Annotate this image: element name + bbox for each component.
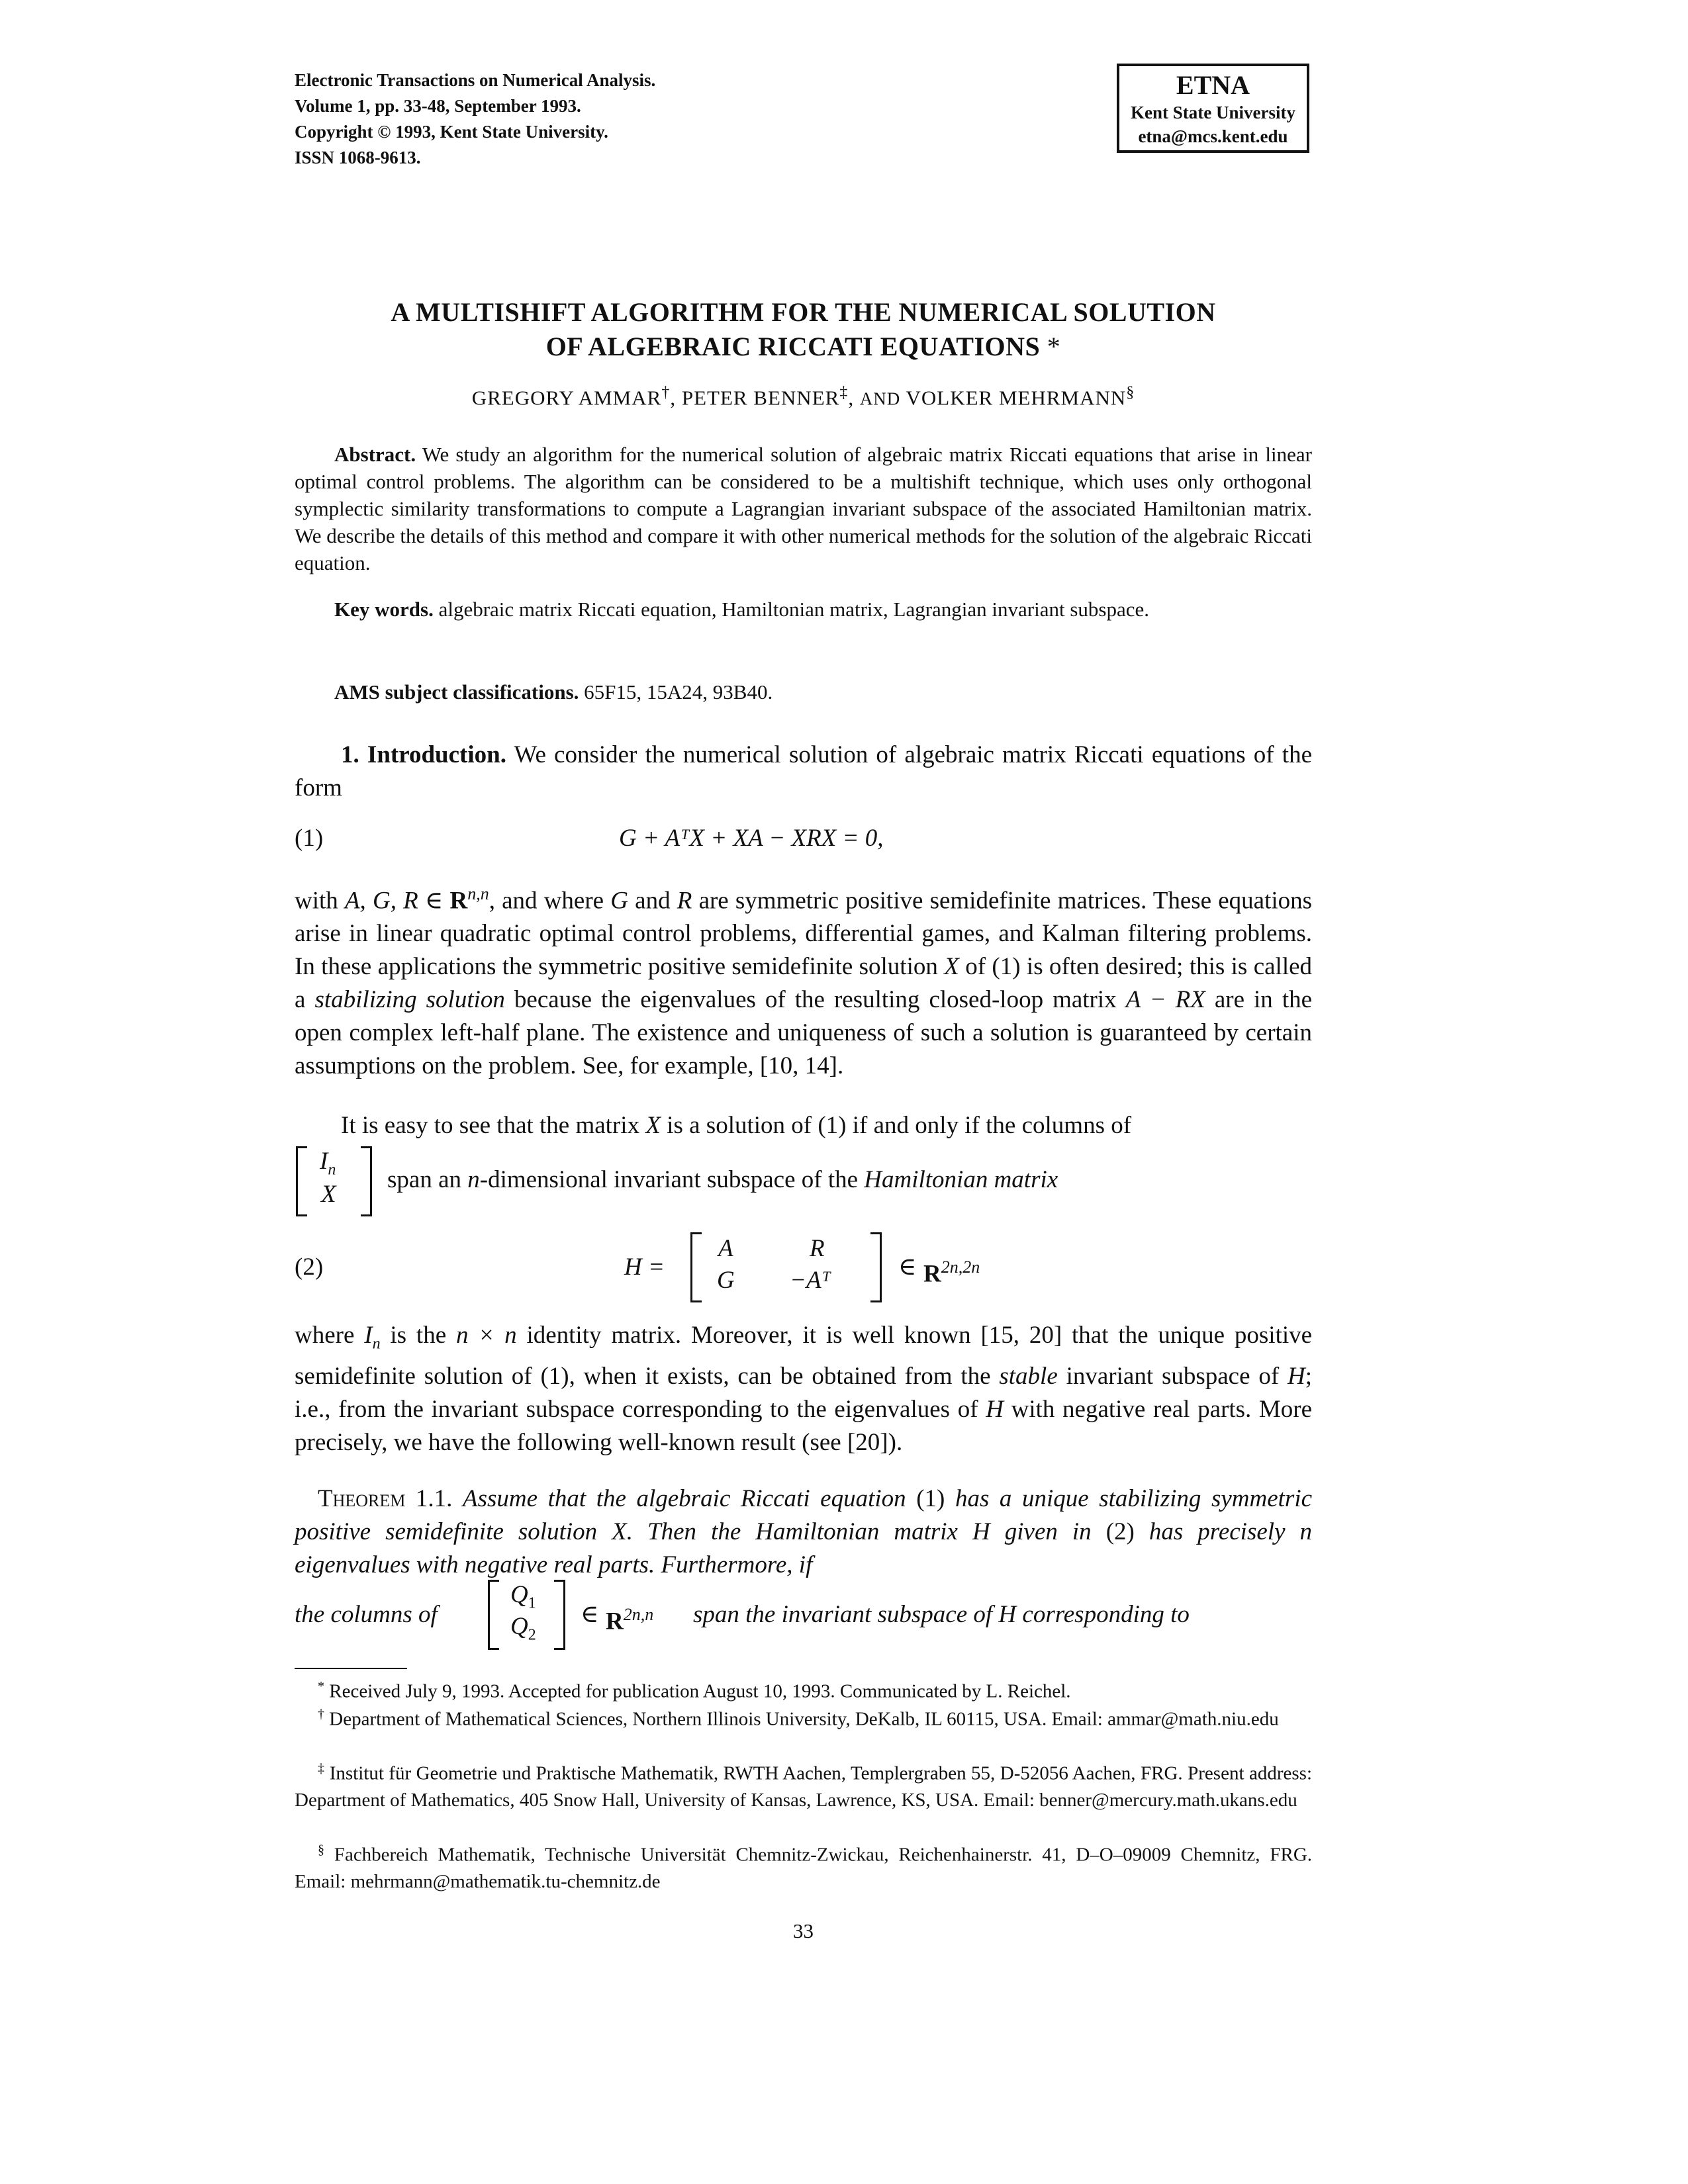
p2-math-arx: A − RX bbox=[1125, 986, 1205, 1014]
vector-top-i: I bbox=[320, 1148, 328, 1175]
p3-text-a: It is easy to see that the matrix bbox=[341, 1112, 640, 1139]
p2-math-x: X bbox=[944, 953, 959, 981]
footnote-1 bbox=[295, 1673, 1312, 1705]
footnote-3 bbox=[295, 1755, 1312, 1813]
keywords-label: Key words. bbox=[334, 598, 434, 621]
theorem-in: ∈ bbox=[581, 1601, 599, 1628]
p3-text-b: is a solution of (1) if and only if the columns of bbox=[667, 1112, 1132, 1139]
footnote-1-text: Received July 9, 1993. Accepted for publication August 10, 1993. Communicated by L. Reichel. bbox=[329, 1680, 1071, 1702]
p2-reals-sup: n,n bbox=[467, 884, 489, 903]
journal-name: Electronic Transactions on Numerical Analysis. bbox=[295, 70, 656, 90]
q1-letter: Q bbox=[510, 1581, 528, 1608]
journal-copyright: Copyright © 1993, Kent State University. bbox=[295, 122, 608, 142]
p4-text-b: is the bbox=[390, 1322, 447, 1349]
footnote-1-mark: * bbox=[318, 1679, 324, 1694]
eq2-r: R bbox=[810, 1235, 825, 1262]
p3-math-n: n bbox=[467, 1166, 480, 1193]
abstract bbox=[295, 441, 1312, 576]
p3-text-c: span an bbox=[387, 1166, 461, 1193]
p4-math-nxn: n × n bbox=[455, 1322, 517, 1349]
eq2-right-bracket bbox=[870, 1232, 882, 1302]
author-1: GREGORY AMMAR bbox=[471, 386, 662, 410]
theorem-1-1 bbox=[295, 1482, 1312, 1582]
ams-text: 65F15, 15A24, 93B40. bbox=[584, 680, 773, 704]
title-line-2-text: OF ALGEBRAIC RICCATI EQUATIONS bbox=[545, 332, 1041, 361]
intro-paragraph-4 bbox=[295, 1319, 1312, 1459]
p2-text-f: because the eigenvalues of the resulting closed-loop matrix bbox=[514, 986, 1117, 1014]
p4-text-a: where bbox=[295, 1322, 355, 1349]
footnote-2 bbox=[295, 1701, 1312, 1733]
p4-math-i-sub: n bbox=[372, 1335, 381, 1353]
footnote-4 bbox=[295, 1837, 1312, 1895]
q-vector bbox=[488, 1578, 570, 1649]
eq1-formula: G + AᵀX + XA − XRX = 0, bbox=[619, 825, 884, 852]
p2-text-e: of (1) is often desired; this is called a bbox=[295, 953, 1313, 1014]
p4-stable: stable bbox=[999, 1363, 1058, 1390]
eq2-reals-sup: 2n,2n bbox=[941, 1257, 980, 1277]
authors: GREGORY AMMAR†, PETER BENNER‡, AND VOLKER MEHRMANN§ bbox=[471, 384, 1135, 410]
vector-top-sub: n bbox=[328, 1161, 336, 1179]
p2-math-g: G bbox=[610, 887, 628, 915]
eq2-h: H = bbox=[624, 1253, 665, 1281]
eq2-left-bracket bbox=[690, 1232, 702, 1302]
abstract-text: We study an algorithm for the numerical solution of algebraic matrix Riccati equations that arise in linear optimal control problems. The algorithm can be considered to be a multishift technique, which uses only orthogonal symplectic similarity transformations to compute a Lagrangian invariant subspace of the associated Hamiltonian matrix. We describe the details of this method and compare it with other numerical methods for the solution of the algebraic Riccati equation. bbox=[295, 443, 1312, 574]
vector-bottom: X bbox=[321, 1181, 336, 1208]
footnote-4-mark: § bbox=[318, 1843, 324, 1857]
theorem-ref-1: (1) bbox=[916, 1485, 945, 1512]
abstract-label: Abstract. bbox=[334, 443, 416, 466]
eq2-reals-letter: R bbox=[923, 1260, 941, 1288]
theorem-text-1: Assume that the algebraic Riccati equation bbox=[463, 1485, 906, 1512]
intro-p1: We consider the numerical solution of algebraic matrix Riccati equations of the form bbox=[295, 741, 1312, 801]
etna-email: etna@mcs.kent.edu bbox=[1138, 126, 1288, 146]
q2-letter: Q bbox=[510, 1613, 528, 1640]
author-3-mark: § bbox=[1126, 384, 1135, 401]
etna-label: ETNA bbox=[1176, 70, 1250, 100]
theorem-text-2: has a unique stabilizing symmetric positive semidefinite solution X. Then the Hamiltonian matrix H given in bbox=[295, 1485, 1313, 1545]
journal-volume: Volume 1, pp. 33-48, September 1993. bbox=[295, 96, 581, 116]
eq2-reals bbox=[923, 1251, 980, 1291]
theorem-reals-letter: R bbox=[606, 1608, 624, 1635]
theorem-line-last bbox=[295, 1578, 1312, 1651]
keywords bbox=[295, 596, 1312, 623]
footnote-2-text: Department of Mathematical Sciences, Northern Illinois University, DeKalb, IL 60115, USA. Email: ammar@math.niu.edu bbox=[329, 1708, 1279, 1730]
p2-math-agr: A, G, R ∈ bbox=[344, 887, 444, 915]
p4-math-i: I bbox=[364, 1322, 373, 1349]
author-2: PETER BENNER bbox=[681, 386, 840, 410]
journal-header bbox=[295, 68, 655, 171]
left-bracket bbox=[296, 1146, 307, 1216]
equation-2 bbox=[295, 1231, 1312, 1304]
theorem-span-text: span the invariant subspace of H corresponding to bbox=[693, 1601, 1190, 1628]
p4-text-c: identity matrix. Moreover, it is well known [15, 20] that the unique positive semidefinite solution of (1), when it exists, can be obtained from the bbox=[295, 1322, 1313, 1390]
q-right-bracket bbox=[554, 1580, 565, 1650]
q2 bbox=[510, 1610, 536, 1651]
footnote-2-mark: † bbox=[318, 1707, 324, 1721]
author-3: VOLKER MEHRMANN bbox=[906, 386, 1127, 410]
eq2-a: A bbox=[718, 1235, 733, 1262]
theorem-cols-text: the columns of bbox=[295, 1601, 438, 1628]
eq2-number: (2) bbox=[295, 1253, 324, 1281]
theorem-label: Theorem 1.1. bbox=[318, 1485, 453, 1512]
p4-math-h2: H bbox=[986, 1396, 1004, 1424]
section-heading: 1. Introduction. bbox=[341, 741, 506, 768]
q1-sub: 1 bbox=[528, 1594, 536, 1612]
equation-1 bbox=[295, 822, 1312, 855]
author-and: AND bbox=[859, 388, 901, 409]
footnote-4-text: Fachbereich Mathematik, Technische Universität Chemnitz-Zwickau, Reichenhainerstr. 41, D–O–09009 Chemnitz, FRG. Email: mehrmann@mathematik.tu-chemnitz.de bbox=[295, 1844, 1313, 1892]
eq2-in: ∈ bbox=[898, 1253, 917, 1281]
p2-text-g: are in the open complex left-half plane. The existence and uniqueness of such a solution is guaranteed by certain assumptions on the problem. See, for example, [10, 14]. bbox=[295, 986, 1313, 1080]
eq2-g: G bbox=[717, 1267, 735, 1294]
p2-text-b: , and where bbox=[489, 887, 604, 915]
p4-text-d: invariant subspace of bbox=[1066, 1363, 1280, 1390]
q2-sub: 2 bbox=[528, 1626, 536, 1644]
vector-line bbox=[295, 1145, 1312, 1218]
p3-hamiltonian: Hamiltonian matrix bbox=[864, 1166, 1058, 1193]
p4-math-in bbox=[364, 1322, 381, 1353]
title-line-1: A MULTISHIFT ALGORITHM FOR THE NUMERICAL SOLUTION bbox=[391, 297, 1216, 327]
p2-reals: R bbox=[449, 887, 468, 915]
footnote-3-mark: ‡ bbox=[318, 1761, 325, 1776]
footnote-rule bbox=[295, 1668, 407, 1669]
title-star: * bbox=[1047, 332, 1061, 361]
p3-text-d: -dimensional invariant subspace of the bbox=[479, 1166, 859, 1193]
theorem-text-3: has precisely n eigenvalues with negative real parts. Furthermore, if bbox=[295, 1518, 1313, 1578]
eq2-matrix bbox=[690, 1232, 889, 1302]
ams-label: AMS subject classifications. bbox=[334, 680, 579, 704]
vector-in-x bbox=[295, 1145, 374, 1215]
p2-text-c: and bbox=[635, 887, 671, 915]
p2-stabilizing: stabilizing solution bbox=[314, 986, 505, 1014]
p2-math-r: R bbox=[677, 887, 692, 915]
etna-box bbox=[1117, 64, 1309, 153]
keywords-text: algebraic matrix Riccati equation, Hamiltonian matrix, Lagrangian invariant subspace. bbox=[438, 598, 1149, 621]
intro-paragraph-2 bbox=[295, 878, 1312, 1083]
theorem-reals-sup: 2n,n bbox=[623, 1605, 654, 1624]
p4-text-e: ; i.e., from the invariant subspace corresponding to the eigenvalues of bbox=[295, 1363, 1313, 1424]
intro-paragraph-3 bbox=[295, 1109, 1312, 1142]
footnote-3-text: Institut für Geometrie und Praktische Mathematik, RWTH Aachen, Templergraben 55, D-52056 Aachen, FRG. Present address: Department of Mathematics, 405 Snow Hall, University of Kansas, Lawrence, KS, USA. Email: benner@mercury.math.ukans.edu bbox=[295, 1762, 1313, 1811]
ams-classifications bbox=[295, 678, 1312, 705]
theorem-reals bbox=[606, 1598, 653, 1638]
eq1-number: (1) bbox=[295, 825, 324, 852]
q-left-bracket bbox=[488, 1580, 499, 1650]
title-line-2 bbox=[295, 330, 1312, 364]
p3-math-x: X bbox=[645, 1112, 661, 1139]
eq2-neg-at: −Aᵀ bbox=[790, 1267, 831, 1294]
p2-text-a: with bbox=[295, 887, 338, 915]
intro-paragraph-1 bbox=[295, 739, 1312, 805]
page-number: 33 bbox=[793, 1919, 814, 1942]
author-2-mark: ‡ bbox=[839, 384, 849, 401]
etna-university: Kent State University bbox=[1131, 103, 1295, 122]
p2-text-d: are symmetric positive semidefinite matrices. These equations arise in linear quadratic optimal control problems, differential games, and Kalman filtering problems. In these applications the symmetric positive semidefinite solution bbox=[295, 887, 1313, 981]
p4-text-f: with negative real parts. More precisely, we have the following well-known result (see [20]). bbox=[295, 1396, 1313, 1457]
paper-title bbox=[295, 295, 1312, 364]
p3-continuation bbox=[387, 1163, 1058, 1197]
right-bracket bbox=[361, 1146, 372, 1216]
p4-math-h: H bbox=[1288, 1363, 1305, 1390]
theorem-ref-2: (2) bbox=[1105, 1518, 1135, 1545]
journal-issn: ISSN 1068-9613. bbox=[295, 148, 421, 167]
author-1-mark: † bbox=[661, 384, 671, 401]
